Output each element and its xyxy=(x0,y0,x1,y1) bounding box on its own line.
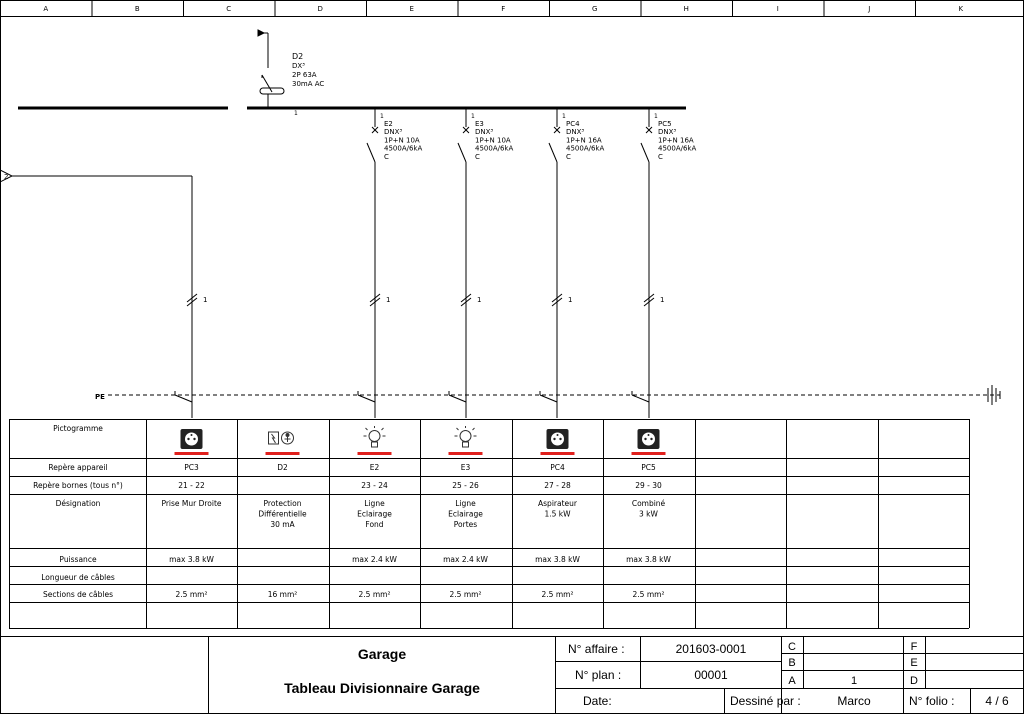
accent-bar xyxy=(632,452,666,455)
affaire-value: 201603-0001 xyxy=(675,642,747,656)
revision-letter: C xyxy=(788,641,796,653)
breaker-spec-line: C xyxy=(658,152,663,161)
breaker-spec-line: PC4 xyxy=(566,120,580,128)
breaker-spec-line: C xyxy=(566,152,571,161)
date-label: Date: xyxy=(583,694,612,708)
cell-section: 2.5 mm² xyxy=(541,590,574,599)
breaker-spec-line: 4500A/6kA xyxy=(475,144,514,153)
cell-repere: D2 xyxy=(277,463,288,472)
cell-section: 2.5 mm² xyxy=(175,590,208,599)
ruler-label-e: E xyxy=(409,5,414,13)
breaker-spec-line: C xyxy=(475,152,480,161)
ruler-label-h: H xyxy=(683,5,689,13)
accent-bar xyxy=(266,452,300,455)
pe-label: PE xyxy=(95,393,105,401)
breaker-terminal: 1 xyxy=(654,113,658,120)
plan-label: N° plan : xyxy=(575,668,622,682)
cell-section: 2.5 mm² xyxy=(449,590,482,599)
accent-bar xyxy=(541,452,575,455)
breaker-cable-label: 1 xyxy=(477,296,482,304)
cell-puissance: max 2.4 kW xyxy=(352,555,397,564)
breaker-terminal: 1 xyxy=(471,113,475,120)
row-label: Repère appareil xyxy=(48,463,108,472)
cell-repere: PC3 xyxy=(184,463,199,472)
cell-puissance: max 3.8 kW xyxy=(535,555,580,564)
cell-designation: Aspirateur xyxy=(538,499,577,508)
cell-repere: PC4 xyxy=(550,463,565,472)
main-device-line-1: 2P 63A xyxy=(292,71,317,79)
cell-designation: Prise Mur Droite xyxy=(161,499,222,508)
cell-puissance: max 3.8 kW xyxy=(626,555,671,564)
accent-bar xyxy=(175,452,209,455)
revision-value: 1 xyxy=(850,675,858,687)
breaker-spec-line: 4500A/6kA xyxy=(566,144,605,153)
breaker-spec-line: C xyxy=(384,152,389,161)
cell-section: 2.5 mm² xyxy=(358,590,391,599)
cell-repere: PC5 xyxy=(641,463,656,472)
breaker-spec-line: E2 xyxy=(384,120,393,128)
main-device-ref: D2 xyxy=(292,52,304,61)
ruler-label-d: D xyxy=(317,5,323,13)
main-device-line-2: 30mA AC xyxy=(292,80,325,88)
cell-puissance: max 2.4 kW xyxy=(443,555,488,564)
row-label: Désignation xyxy=(55,499,101,508)
incoming-ref-number: 2 xyxy=(4,173,9,181)
breaker-terminal: 1 xyxy=(380,113,384,120)
ruler-label-a: A xyxy=(43,5,49,13)
ruler-label-b: B xyxy=(134,5,140,13)
row-label: Repère bornes (tous n°) xyxy=(33,481,123,490)
breaker-spec-line: 4500A/6kA xyxy=(658,144,697,153)
ruler-label-k: K xyxy=(958,5,964,13)
main-device-line-0: DX³ xyxy=(292,62,305,70)
cell-bornes: 27 - 28 xyxy=(544,481,571,490)
drawing-title: Tableau Divisionnaire Garage xyxy=(284,680,480,696)
breaker-spec-line: DNX³ xyxy=(658,128,677,137)
breaker-spec-line: 1P+N 10A xyxy=(475,136,511,145)
row-label: Pictogramme xyxy=(53,424,103,433)
dessine-label: Dessiné par : xyxy=(730,694,801,708)
cell-bornes: 21 - 22 xyxy=(178,481,205,490)
cell-bornes: 29 - 30 xyxy=(635,481,662,490)
cell-puissance: max 3.8 kW xyxy=(169,555,214,564)
cell-designation: Différentielle xyxy=(258,509,307,519)
ruler-label-f: F xyxy=(501,5,506,13)
breaker-spec-line: DNX³ xyxy=(566,128,585,137)
breaker-spec-line: 4500A/6kA xyxy=(384,144,423,153)
cell-designation: Portes xyxy=(453,520,478,529)
cell-bornes: 23 - 24 xyxy=(361,481,388,490)
accent-bar xyxy=(449,452,483,455)
cell-section: 2.5 mm² xyxy=(632,590,665,599)
breaker-spec-line: 1P+N 16A xyxy=(658,136,694,145)
revision-letter: B xyxy=(788,657,796,669)
cell-repere: E2 xyxy=(369,463,380,472)
breaker-spec-line: PC5 xyxy=(658,120,672,128)
cell-designation: Ligne xyxy=(455,499,476,508)
main-device-terminal: 1 xyxy=(294,110,298,117)
cell-designation: 3 kW xyxy=(639,509,658,519)
revision-letter: F xyxy=(910,641,918,653)
cell-designation: Eclairage xyxy=(357,509,392,519)
folio-label: N° folio : xyxy=(909,694,955,708)
breaker-cable-label: 1 xyxy=(386,296,391,304)
folio-value: 4 / 6 xyxy=(985,694,1009,708)
pc3-cable-label: 1 xyxy=(203,296,208,304)
affaire-label: N° affaire : xyxy=(568,642,625,656)
ruler-label-g: G xyxy=(592,5,598,13)
revision-letter: A xyxy=(788,675,796,687)
breaker-spec-line: DNX³ xyxy=(475,128,494,137)
row-label: Puissance xyxy=(59,555,97,564)
cell-designation: Ligne xyxy=(364,499,385,508)
cell-designation: 1.5 kW xyxy=(544,509,571,519)
cell-designation: Combiné xyxy=(631,499,666,508)
plan-value: 00001 xyxy=(694,668,728,682)
cell-designation: Fond xyxy=(365,520,384,529)
breaker-spec-line: 1P+N 10A xyxy=(384,136,420,145)
cell-designation: Eclairage xyxy=(448,509,483,519)
row-label: Longueur de câbles xyxy=(41,573,115,582)
breaker-terminal: 1 xyxy=(562,113,566,120)
project-name: Garage xyxy=(357,646,407,662)
cell-section: 16 mm² xyxy=(267,590,298,599)
ruler-label-c: C xyxy=(226,5,232,13)
ruler-label-i: I xyxy=(776,5,779,13)
breaker-spec-line: E3 xyxy=(475,120,484,128)
cell-designation: 30 mA xyxy=(270,520,295,529)
breaker-spec-line: 1P+N 16A xyxy=(566,136,602,145)
breaker-cable-label: 1 xyxy=(568,296,573,304)
cell-designation: Protection xyxy=(263,499,302,508)
revision-letter: E xyxy=(910,657,918,669)
revision-letter: D xyxy=(910,675,918,687)
row-label: Sections de câbles xyxy=(42,590,114,599)
cell-repere: E3 xyxy=(460,463,471,472)
ruler-label-j: J xyxy=(868,5,871,13)
breaker-cable-label: 1 xyxy=(660,296,665,304)
breaker-spec-line: DNX³ xyxy=(384,128,403,137)
cell-bornes: 25 - 26 xyxy=(452,481,479,490)
dessine-value: Marco xyxy=(837,694,871,708)
accent-bar xyxy=(358,452,392,455)
